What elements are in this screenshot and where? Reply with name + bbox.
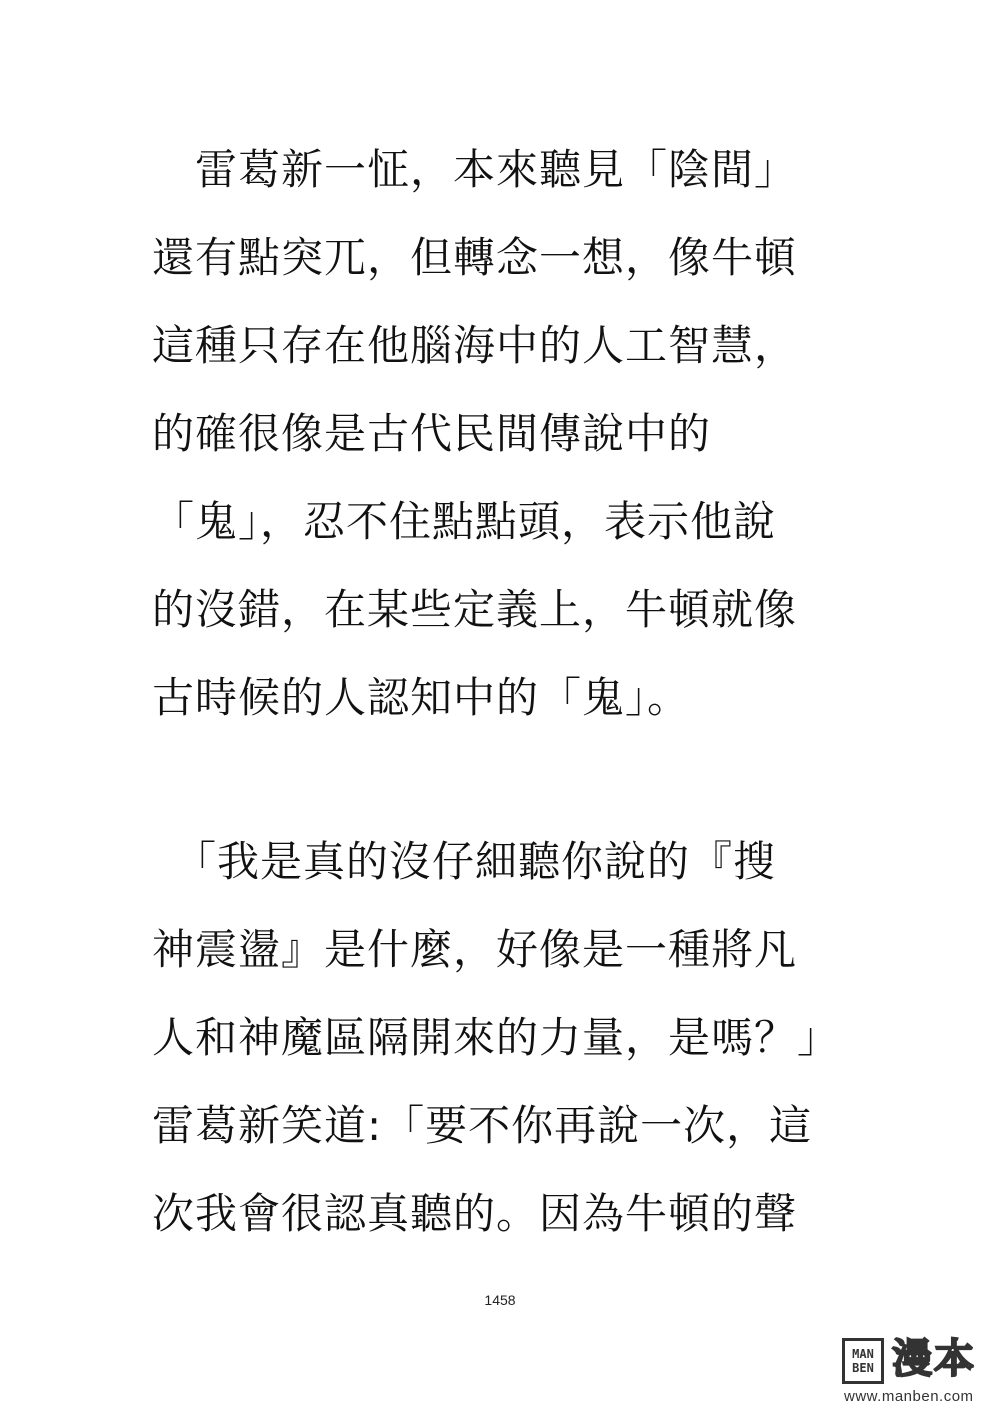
- text-line: 古時候的人認知中的「鬼」。: [152, 673, 691, 722]
- text-line: 還有點突兀，但轉念一想，像牛頓: [152, 233, 798, 282]
- text-line: 「我是真的沒仔細聽你說的『搜: [152, 837, 777, 886]
- text-line: 次我會很認真聽的。因為牛頓的聲: [152, 1189, 798, 1238]
- page-number: 1458: [484, 1292, 516, 1308]
- watermark-logo-top: MAN: [852, 1347, 874, 1361]
- text-line: 神震盪』是什麼，好像是一種將凡: [152, 925, 798, 974]
- text-line: 的確很像是古代民間傳說中的: [152, 409, 712, 458]
- text-line: 雷葛新一怔，本來聽見「陰間」: [152, 145, 798, 194]
- watermark-title: 漫本: [892, 1336, 976, 1382]
- text-line: 「鬼」，忍不住點點頭，表示他說: [152, 497, 777, 546]
- watermark-logo-bottom: BEN: [852, 1361, 874, 1375]
- text-line: 雷葛新笑道:「要不你再說一次，這: [152, 1101, 813, 1150]
- watermark-logo: [842, 1338, 884, 1384]
- text-line: 人和神魔區隔開來的力量，是嗎？」: [152, 1013, 841, 1062]
- text-line: 的沒錯，在某些定義上，牛頓就像: [152, 585, 798, 634]
- watermark: [842, 1334, 988, 1408]
- watermark-url: www.manben.com: [844, 1388, 974, 1405]
- text-line: 這種只存在他腦海中的人工智慧，: [152, 321, 798, 370]
